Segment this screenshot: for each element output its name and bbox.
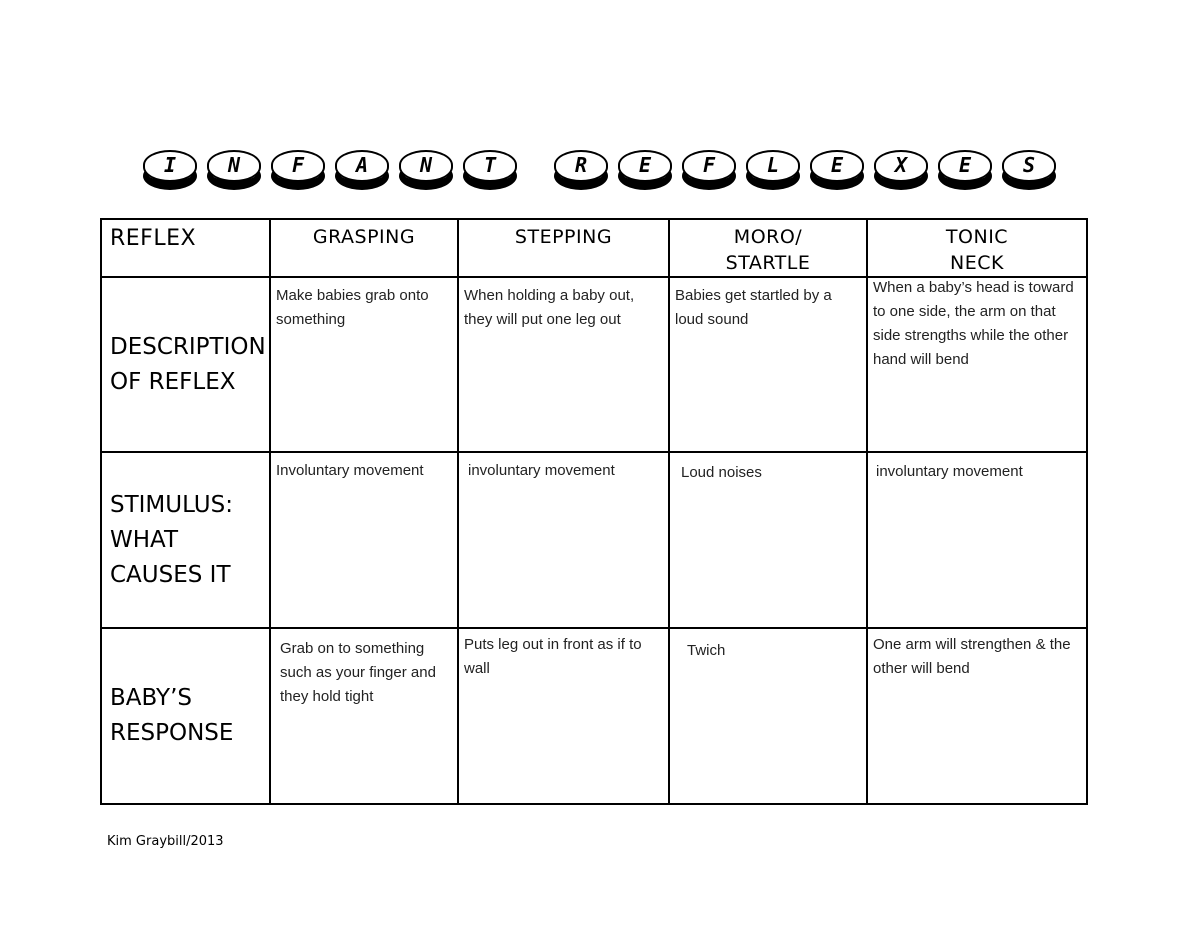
cell-text: involuntary movement: [876, 463, 1023, 480]
cell-text: When a baby’s head is toward to one side, the arm on that side strengths while the other hand will bend: [873, 279, 1074, 368]
cell-text: Twich: [687, 642, 726, 659]
table-cell: [867, 628, 1087, 804]
title-letter: F: [702, 153, 716, 177]
title-letter-button: [399, 150, 453, 192]
title-letter-button: [682, 150, 736, 192]
cell-text: Grab on to something such as your finger and they hold tight: [280, 640, 436, 705]
reflex-table: [100, 218, 1088, 805]
table-cell: [867, 452, 1087, 628]
title-letter: X: [894, 153, 908, 177]
title-letter: R: [574, 153, 588, 177]
title-letter-button: [143, 150, 197, 192]
table-cell: [270, 277, 458, 452]
table-cell: [458, 452, 669, 628]
title-letter: I: [163, 153, 177, 177]
table-cell: [458, 277, 669, 452]
header-stepping: STEPPING: [458, 219, 669, 277]
title-letter-button: [207, 150, 261, 192]
title-letter: N: [419, 153, 433, 177]
header-row: [101, 219, 1087, 277]
title-letter: F: [291, 153, 305, 177]
cell-text: When holding a baby out, they will put one leg out: [464, 287, 635, 328]
title-text: [0, 150, 1, 151]
title-letter-button: [810, 150, 864, 192]
title-letter: L: [766, 153, 780, 177]
title-letter: E: [830, 153, 844, 177]
title-letter-button: [463, 150, 517, 192]
table-cell: [669, 628, 867, 804]
cell-text: One arm will strengthen & the other will bend: [873, 636, 1071, 677]
cell-text: Puts leg out in front as if to wall: [464, 636, 642, 677]
row-label-stimulus: STIMULUS: WHAT CAUSES IT: [101, 452, 270, 628]
title-letter-button: [938, 150, 992, 192]
title-letter: S: [1022, 153, 1036, 177]
title-letter: E: [638, 153, 652, 177]
title-letter-button: [335, 150, 389, 192]
title-letter-button: [271, 150, 325, 192]
header-grasping: GRASPING: [270, 219, 458, 277]
title-letter-button: [746, 150, 800, 192]
cell-text: Make babies grab onto something: [276, 287, 429, 328]
table-row-description: [101, 277, 1087, 452]
header-moro-startle: MORO/ STARTLE: [669, 219, 867, 277]
title-letter-button: [874, 150, 928, 192]
title-letter-button: [1002, 150, 1056, 192]
table-row-stimulus: [101, 452, 1087, 628]
title-letter-button: [554, 150, 608, 192]
title-letter: A: [355, 153, 369, 177]
cell-text: Babies get startled by a loud sound: [675, 287, 832, 328]
footer-credit: Kim Graybill/2013: [107, 834, 224, 849]
table-row-response: [101, 628, 1087, 804]
table-cell: [867, 277, 1087, 452]
title-letter: T: [483, 153, 497, 177]
cell-text: Loud noises: [681, 464, 762, 481]
table-cell: [669, 452, 867, 628]
header-tonic-neck: TONIC NECK: [867, 219, 1087, 277]
table-cell: [270, 452, 458, 628]
table-cell: [669, 277, 867, 452]
row-label-description: DESCRIPTION OF REFLEX: [101, 277, 270, 452]
cell-text: Involuntary movement: [276, 462, 424, 479]
title-letter-button: [618, 150, 672, 192]
table-cell: [458, 628, 669, 804]
cell-text: involuntary movement: [468, 462, 615, 479]
row-label-response: BABY’S RESPONSE: [101, 628, 270, 804]
table-cell: [270, 628, 458, 804]
header-reflex: REFLEX: [101, 219, 270, 277]
page-title: [0, 150, 1200, 194]
title-letter: N: [227, 153, 241, 177]
title-letter: E: [958, 153, 972, 177]
